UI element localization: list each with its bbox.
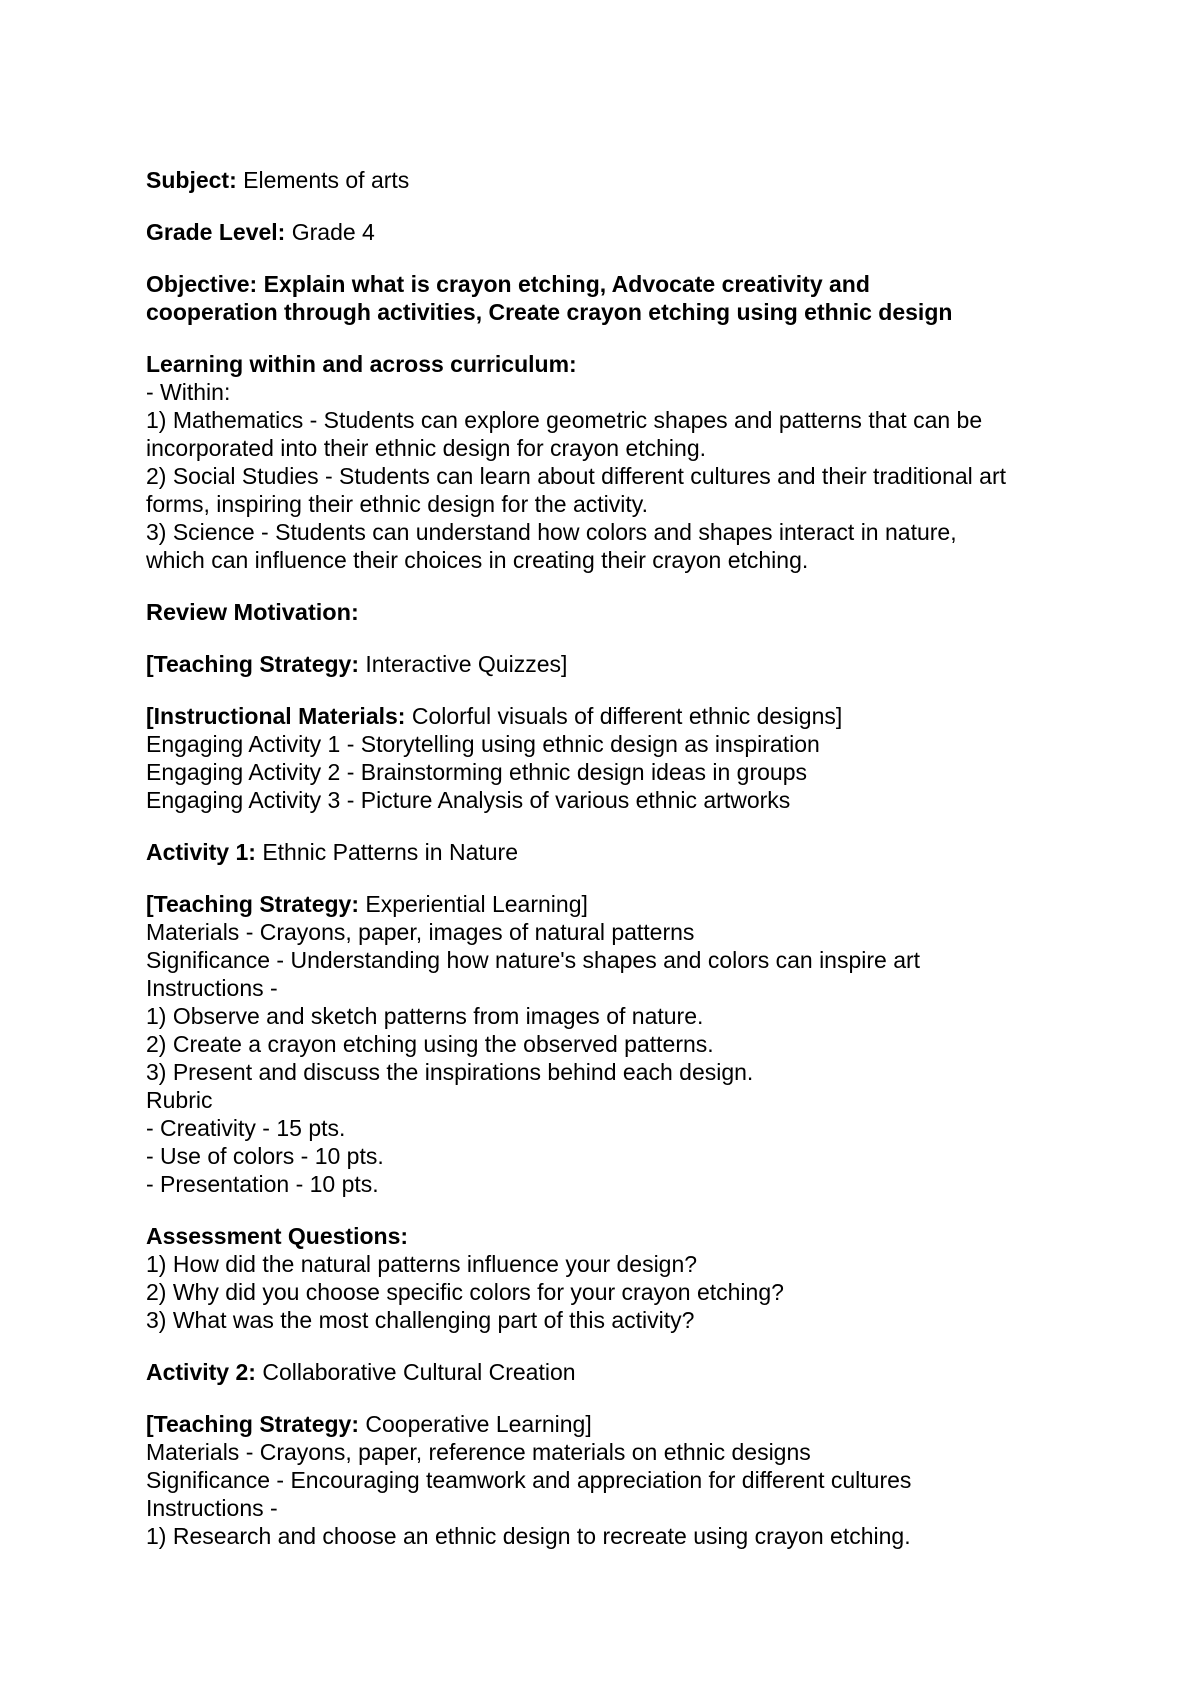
curriculum-heading-text: Learning within and across curriculum:	[146, 351, 577, 377]
activity-1-strategy-label: Teaching Strategy:	[153, 891, 360, 917]
activity-1-line: - Presentation - 10 pts.	[146, 1171, 379, 1197]
engaging-activity: Engaging Activity 1 - Storytelling using ethnic design as inspiration	[146, 731, 820, 757]
activity-2-strategy-label: Teaching Strategy:	[153, 1411, 360, 1437]
activity-1-strategy-value: Experiential Learning]	[365, 891, 588, 917]
review-motivation-heading: Review Motivation:	[146, 599, 359, 625]
grade-label: Grade Level:	[146, 219, 286, 245]
subject-label: Subject:	[146, 167, 237, 193]
activity-1-line: - Use of colors - 10 pts.	[146, 1143, 384, 1169]
objective-text-2: cooperation through activities, Create crayon etching using ethnic design	[146, 299, 953, 325]
objective-line-1	[146, 270, 1106, 298]
objective-text-1: Explain what is crayon etching, Advocate creativity and	[263, 271, 870, 297]
grade-level-line	[146, 218, 1106, 246]
activity-2-title: Collaborative Cultural Creation	[262, 1359, 576, 1385]
curriculum-heading	[146, 350, 1106, 378]
activity-1-line: 1) Observe and sketch patterns from images of nature.	[146, 1003, 704, 1029]
activity-1-title: Ethnic Patterns in Nature	[262, 839, 519, 865]
review-strategy-value: Interactive Quizzes]	[365, 651, 568, 677]
activity-2-line: 1) Research and choose an ethnic design to recreate using crayon etching.	[146, 1523, 911, 1549]
subject-line	[146, 166, 1106, 194]
assessment-heading	[146, 1222, 1106, 1250]
activity-2-label: Activity 2:	[146, 1359, 256, 1385]
activity-1-title-line	[146, 838, 1106, 866]
curriculum-line: 1) Mathematics - Students can explore geometric shapes and patterns that can be	[146, 407, 983, 433]
engaging-activity: Engaging Activity 3 - Picture Analysis of various ethnic artworks	[146, 787, 791, 813]
objective-block	[146, 270, 1106, 326]
activity-2-strategy-line	[146, 1410, 1106, 1438]
activity-1-block	[146, 890, 1106, 1198]
review-materials-label: Instructional Materials:	[153, 703, 406, 729]
activity-1-strategy-line	[146, 890, 1106, 918]
grade-value: Grade 4	[291, 219, 375, 245]
review-strategy-line	[146, 650, 1106, 678]
curriculum-line: forms, inspiring their ethnic design for the activity.	[146, 491, 648, 517]
assessment-heading-text: Assessment Questions:	[146, 1223, 409, 1249]
review-strategy-open: [	[146, 651, 154, 677]
activity-1-line: - Creativity - 15 pts.	[146, 1115, 346, 1141]
activity-1-line: Significance - Understanding how nature's shapes and colors can inspire art	[146, 947, 921, 973]
engaging-activity: Engaging Activity 2 - Brainstorming ethnic design ideas in groups	[146, 759, 807, 785]
activity-2-title-line	[146, 1358, 1106, 1386]
curriculum-line: which can influence their choices in creating their crayon etching.	[146, 547, 809, 573]
activity-2-block	[146, 1410, 1106, 1550]
activity-1-line: Materials - Crayons, paper, images of natural patterns	[146, 919, 695, 945]
objective-line-2	[146, 298, 1106, 326]
review-materials-block	[146, 702, 1106, 814]
subject-value: Elements of arts	[243, 167, 410, 193]
objective-label: Objective:	[146, 271, 258, 297]
assessment-question: 2) Why did you choose specific colors for your crayon etching?	[146, 1279, 784, 1305]
assessment-question: 3) What was the most challenging part of this activity?	[146, 1307, 695, 1333]
activity-1-strategy-open: [	[146, 891, 154, 917]
activity-2-line: Materials - Crayons, paper, reference materials on ethnic designs	[146, 1439, 811, 1465]
activity-1-label: Activity 1:	[146, 839, 256, 865]
curriculum-line: 3) Science - Students can understand how colors and shapes interact in nature,	[146, 519, 957, 545]
review-materials-line	[146, 702, 1106, 730]
review-strategy-label: Teaching Strategy:	[153, 651, 360, 677]
activity-1-line: Instructions -	[146, 975, 278, 1001]
activity-2-line: Instructions -	[146, 1495, 278, 1521]
review-materials-value: Colorful visuals of different ethnic designs]	[411, 703, 843, 729]
activity-2-strategy-open: [	[146, 1411, 154, 1437]
curriculum-line: incorporated into their ethnic design for crayon etching.	[146, 435, 706, 461]
curriculum-line: 2) Social Studies - Students can learn about different cultures and their traditional art	[146, 463, 1007, 489]
curriculum-section	[146, 350, 1106, 574]
document-page	[146, 166, 1106, 1574]
assessment-question: 1) How did the natural patterns influence your design?	[146, 1251, 698, 1277]
review-materials-open: [	[146, 703, 154, 729]
activity-1-line: 3) Present and discuss the inspirations behind each design.	[146, 1059, 754, 1085]
curriculum-within: - Within:	[146, 379, 231, 405]
assessment-block	[146, 1222, 1106, 1334]
activity-2-line: Significance - Encouraging teamwork and appreciation for different cultures	[146, 1467, 912, 1493]
activity-1-line: Rubric	[146, 1087, 213, 1113]
activity-1-line: 2) Create a crayon etching using the observed patterns.	[146, 1031, 714, 1057]
activity-2-strategy-value: Cooperative Learning]	[365, 1411, 592, 1437]
